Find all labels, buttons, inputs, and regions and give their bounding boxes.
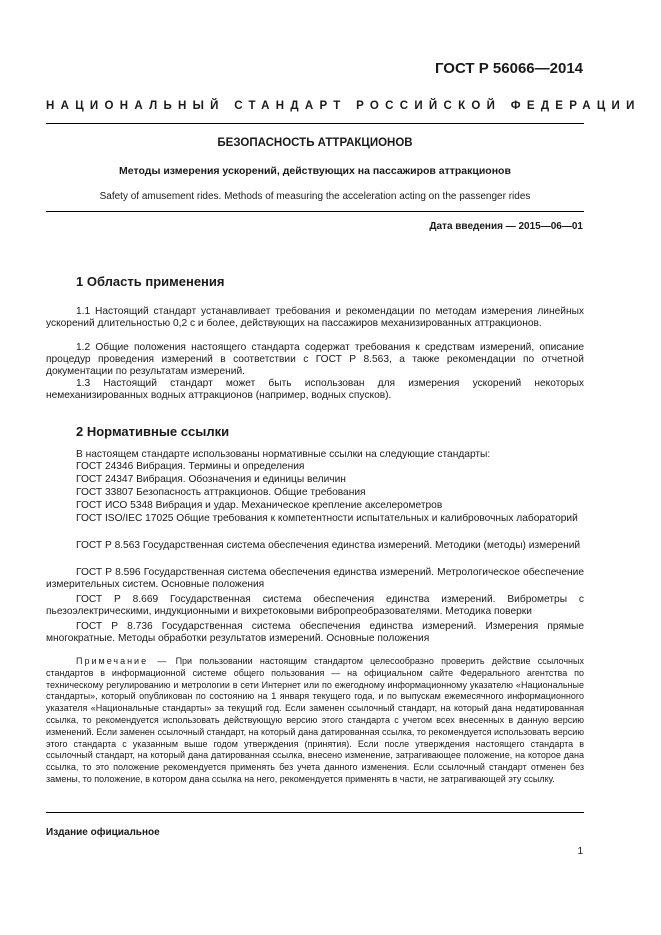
national-standard-heading: НАЦИОНАЛЬНЫЙ СТАНДАРТ РОССИЙСКОЙ ФЕДЕРАЦИИ [46, 100, 641, 112]
reference-item: ГОСТ Р 8.669 Государственная система обеспечения единства измерений. Виброметры с пьезоэлектрическими, индукционными и вихретоковыми вибропреобразователями. Методика поверки [46, 594, 584, 617]
section-2-heading: 2 Нормативные ссылки [76, 424, 230, 439]
edition-label: Издание официальное [46, 827, 160, 838]
reference-item: ГОСТ Р 8.563 Государственная система обеспечения единства измерений. Методики (методы) измерений [76, 540, 581, 551]
paragraph-1-1: 1.1 Настоящий стандарт устанавливает требования и рекомендации по методам измерения линейных ускорений длительностью 0,2 с и более, действующих на пассажиров механизированных аттракционов. [46, 306, 584, 329]
reference-item: ГОСТ ISO/IEC 17025 Общие требования к компетентности испытательных и калибровочных лабораторий [76, 513, 578, 524]
footer-divider [46, 812, 584, 813]
document-title: БЕЗОПАСНОСТЬ АТТРАКЦИОНОВ [217, 137, 413, 149]
references-note [46, 656, 584, 786]
note-text: При пользовании настоящим стандартом целесообразно проверить действие ссылочных стандартов в информационной системе общего пользования — на официальном сайте Федерального агентства по техническому регулированию и метрологии в сети Интернет или по ежегодному информационному указателю «Национальные стандарты», который опубликован по состоянию на 1 января текущего года, и по выпускам ежемесячного информационного указателя «Национальные стандарты» за текущий год. Если заменен ссылочный стандарт, на который дана недатированная ссылка, то рекомендуется использовать действующую версию этого стандарта с учетом всех внесенных в данную версию изменений. Если заменен ссылочный стандарт, на который дана датированная ссылка, то рекомендуется использовать версию этого стандарта с указанным выше годом утверждения (принятия). Если после утверждения настоящего стандарта в ссылочный стандарт, на который дана датированная ссылка, внесено изменение, затрагивающее положение, на которое дана ссылка, то это положение рекомендуется применять без учета данного изменения. Если ссылочный стандарт отменен без замены, то положение, в котором дана ссылка на него, рекомендуется применять в части, не затрагивающей эту ссылку. [46, 656, 584, 784]
title-divider [46, 211, 584, 212]
top-divider [46, 123, 584, 124]
section-1-heading: 1 Область применения [76, 274, 225, 289]
reference-item: ГОСТ 24346 Вибрация. Термины и определения [76, 461, 305, 472]
reference-item: ГОСТ Р 8.596 Государственная система обеспечения единства измерений. Метрологическое обеспечение измерительных систем. Основные положения [46, 567, 584, 590]
note-label: Примечание — [76, 656, 169, 666]
introduction-date: Дата введения — 2015—06—01 [429, 221, 583, 232]
document-title-english: Safety of amusement rides. Methods of measuring the acceleration acting on the passenger rides [99, 191, 531, 202]
reference-item: ГОСТ ИСО 5348 Вибрация и удар. Механическое крепление акселерометров [76, 500, 443, 511]
reference-item: ГОСТ 33807 Безопасность аттракционов. Общие требования [76, 487, 366, 498]
paragraph-1-2: 1.2 Общие положения настоящего стандарта содержат требования к средствам измерений, описание процедур проведения измерений в соответствии с ГОСТ Р 8.563, а также рекомендации по отчетной документации по результатам измерений. [46, 342, 584, 377]
page-number: 1 [577, 846, 583, 857]
reference-item: ГОСТ Р 8.736 Государственная система обеспечения единства измерений. Измерения прямые многократные. Методы обработки результатов измерений. Основные положения [46, 621, 584, 644]
paragraph-1-3: 1.3 Настоящий стандарт может быть использован для измерения ускорений некоторых немеханизированных водных аттракционов (например, водных спусков). [46, 378, 584, 401]
reference-item: ГОСТ 24347 Вибрация. Обозначения и единицы величин [76, 474, 346, 485]
references-intro: В настоящем стандарте использованы нормативные ссылки на следующие стандарты: [76, 449, 491, 460]
gost-number: ГОСТ Р 56066—2014 [434, 60, 583, 77]
document-subtitle: Методы измерения ускорений, действующих на пассажиров аттракционов [119, 165, 511, 177]
